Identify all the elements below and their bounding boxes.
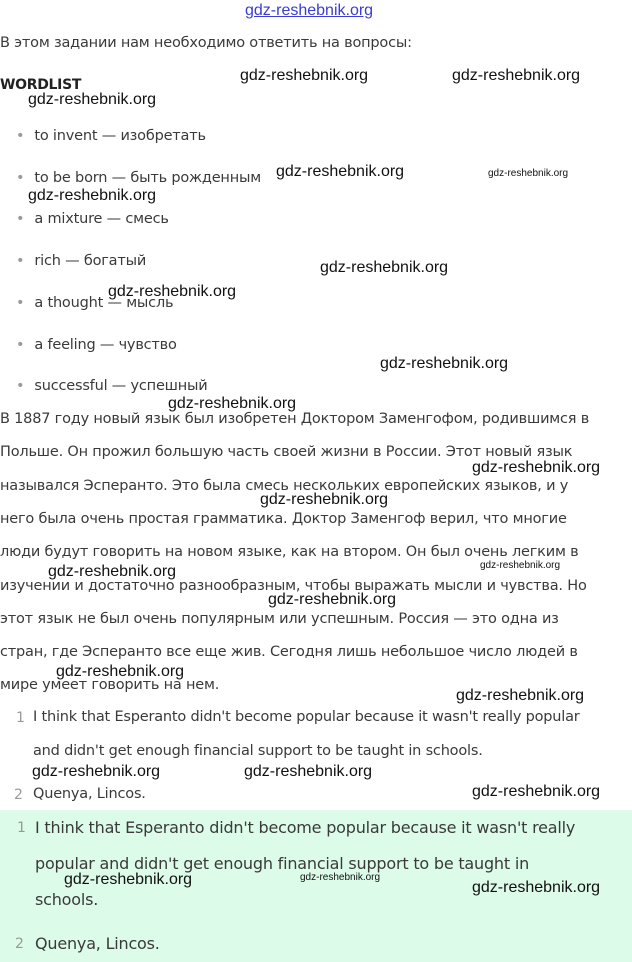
watermark: gdz-reshebnik.org xyxy=(28,187,157,204)
watermark: gdz-reshebnik.org xyxy=(268,591,397,608)
watermark: gdz-reshebnik.org xyxy=(48,563,177,580)
list-item xyxy=(16,337,177,353)
watermark: gdz-reshebnik.org xyxy=(64,871,193,888)
answer-line: I think that Esperanto didn't become popular because it wasn't really popular xyxy=(33,709,580,725)
intro-text: В этом задании нам необходимо ответить на вопросы: xyxy=(0,35,412,51)
watermark: gdz-reshebnik.org xyxy=(452,67,581,84)
paragraph-line: него была очень простая грамматика. Доктор Заменгоф верил, что многие xyxy=(0,511,567,527)
watermark: gdz-reshebnik.org xyxy=(472,879,601,896)
answer-line: schools. xyxy=(35,890,99,909)
list-item-text: to invent — изобретать xyxy=(34,128,206,144)
watermark: gdz-reshebnik.org xyxy=(32,763,161,780)
bullet-icon: • xyxy=(16,170,25,186)
watermark: gdz-reshebnik.org xyxy=(56,663,185,680)
bullet-icon: • xyxy=(16,378,25,394)
answer-number: 2 xyxy=(14,787,23,803)
site-link[interactable]: gdz-reshebnik.org xyxy=(245,2,374,19)
list-item xyxy=(16,170,261,186)
answer-line: and didn't get enough financial support to be taught in schools. xyxy=(33,743,483,759)
watermark: gdz-reshebnik.org xyxy=(380,355,509,372)
watermark: gdz-reshebnik.org xyxy=(276,163,405,180)
list-item xyxy=(16,378,208,394)
answer-line: Quenya, Lincos. xyxy=(33,786,146,802)
watermark: gdz-reshebnik.org xyxy=(260,491,389,508)
paragraph-line: стран, где Эсперанто все еще жив. Сегодня лишь небольшое число людей в xyxy=(0,644,578,660)
paragraph-line: назывался Эсперанто. Это была смесь нескольких европейских языков, и у xyxy=(0,478,569,494)
watermark: gdz-reshebnik.org xyxy=(28,91,157,108)
answer-line: I think that Esperanto didn't become popular because it wasn't really xyxy=(35,818,576,837)
watermark: gdz-reshebnik.org xyxy=(472,783,601,800)
watermark: gdz-reshebnik.org xyxy=(320,259,449,276)
paragraph-line: изучении и достаточно разнообразным, чтобы выражать мысли и чувства. Но xyxy=(0,578,587,594)
watermark: gdz-reshebnik.org xyxy=(108,283,237,300)
bullet-icon: • xyxy=(16,337,25,353)
list-item-text: rich — богатый xyxy=(34,253,147,269)
paragraph-line: мире умеет говорить на нем. xyxy=(0,677,220,693)
paragraph-line: этот язык не был очень популярным или успешным. Россия — это одна из xyxy=(0,611,559,627)
watermark: gdz-reshebnik.org xyxy=(300,872,381,883)
watermark: gdz-reshebnik.org xyxy=(480,560,561,571)
answer-number: 1 xyxy=(16,710,25,726)
paragraph-line: В 1887 году новый язык был изобретен Доктором Заменгофом, родившимся в xyxy=(0,411,590,427)
list-item-text: a feeling — чувство xyxy=(34,337,177,353)
paragraph-line: Польше. Он прожил большую часть своей жизни в России. Этот новый язык xyxy=(0,444,573,460)
answer-number: 2 xyxy=(15,936,24,952)
list-item xyxy=(16,253,146,269)
list-item-text: a mixture — смесь xyxy=(34,211,169,227)
watermark: gdz-reshebnik.org xyxy=(472,459,601,476)
watermark: gdz-reshebnik.org xyxy=(168,395,297,412)
answer-line: popular and didn't get enough financial support to be taught in xyxy=(35,854,530,873)
bullet-icon: • xyxy=(16,253,25,269)
answer-number: 1 xyxy=(17,820,26,836)
list-item-text: a thought — мысль xyxy=(34,295,174,311)
watermark: gdz-reshebnik.org xyxy=(244,763,373,780)
list-item xyxy=(16,211,169,227)
paragraph-line: люди будут говорить на новом языке, как на втором. Он был очень легким в xyxy=(0,544,579,560)
answer-line: Quenya, Lincos. xyxy=(35,934,160,953)
bullet-icon: • xyxy=(16,128,25,144)
watermark: gdz-reshebnik.org xyxy=(488,168,569,179)
list-item-text: to be born — быть рожденным xyxy=(34,170,261,186)
list-item-text: successful — успешный xyxy=(34,378,208,394)
bullet-icon: • xyxy=(16,295,25,311)
watermark: gdz-reshebnik.org xyxy=(456,687,585,704)
bullet-icon: • xyxy=(16,211,25,227)
list-item xyxy=(16,128,206,144)
wordlist-heading: WORDLIST xyxy=(0,77,82,93)
watermark: gdz-reshebnik.org xyxy=(240,67,369,84)
